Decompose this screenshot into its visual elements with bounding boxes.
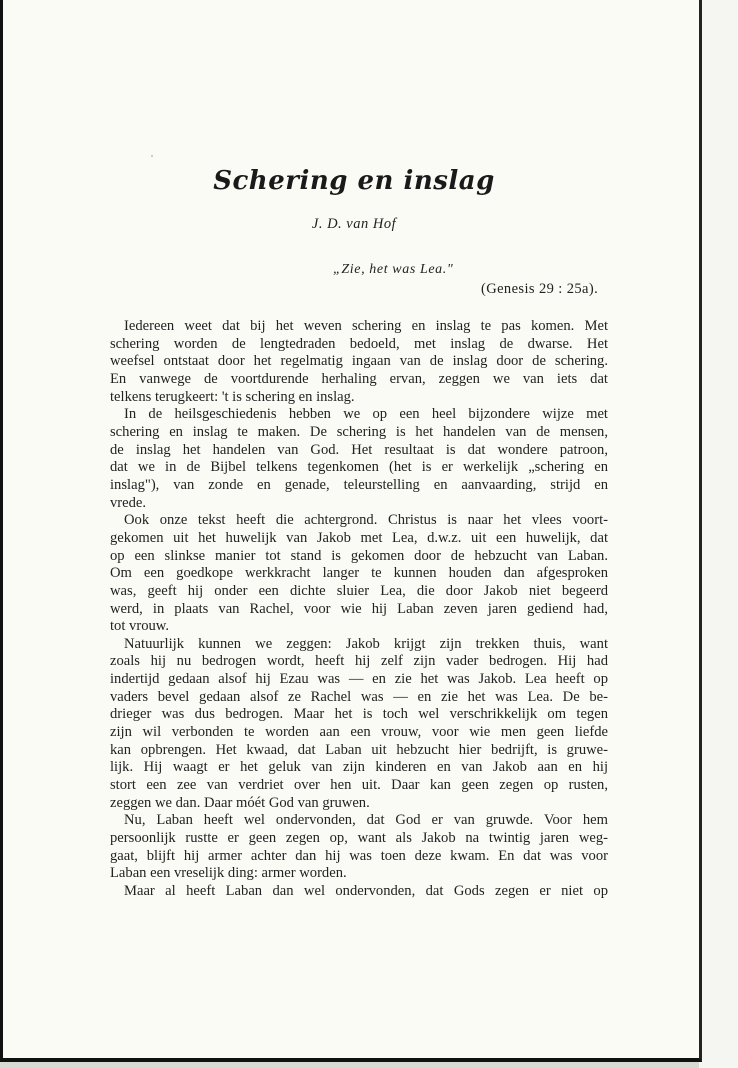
paragraph-line	[110, 336, 608, 354]
text-line: stort een zee van verdriet over hen uit. Daar kan geen zegen op rusten,	[110, 777, 608, 794]
text-line: gekomen uit het huwelijk van Jakob met Lea, d.w.z. uit een huwelijk, dat	[110, 529, 608, 546]
text-line: kan opbrengen. Het kwaad, dat Laban uit hebzucht hier bedrijft, is gruwe-	[110, 741, 608, 758]
page-edge	[699, 0, 738, 1068]
text-line: was, geeft hij onder een dichte sluier Lea, die door Jakob niet begeerd	[110, 582, 608, 599]
text-line: Nu, Laban heeft wel ondervonden, dat God er van gruwde. Voor hem	[124, 812, 608, 829]
text-line: vaders bevel gedaan alsof ze Rachel was — en zie het was Lea. De be-	[110, 688, 608, 705]
paragraph-line	[110, 636, 608, 654]
paragraph-line	[110, 477, 608, 495]
paragraph-line	[110, 706, 608, 724]
scripture-reference: (Genesis 29 : 25a).	[481, 281, 599, 297]
paragraph-line	[110, 389, 608, 407]
paragraph-line	[110, 689, 608, 707]
paragraph-line	[110, 530, 608, 548]
paragraph-line	[110, 671, 608, 689]
text-line: schering worden de lengtedraden bedoeld, met inslag de dwarse. Het	[110, 335, 608, 352]
paragraph-line	[110, 512, 608, 530]
paragraph-line	[110, 424, 608, 442]
paragraph-line	[110, 830, 608, 848]
paragraph-line	[110, 371, 608, 389]
paragraph-line	[110, 459, 608, 477]
paragraph-line	[110, 777, 608, 795]
paragraph-line	[110, 442, 608, 460]
paragraph-line	[110, 565, 608, 583]
paragraph-line	[110, 812, 608, 830]
text-line: drieger was dus bedrogen. Maar het is toch wel verschrikkelijk om tegen	[110, 706, 608, 723]
text-line: lijk. Hij waagt er het geluk van zijn kinderen en van Jakob aan en hij	[110, 759, 608, 776]
paragraph-line	[110, 795, 608, 813]
paragraph-line	[110, 883, 608, 901]
text-line: indertijd gedaan alsof hij Ezau was — en zie het was Jakob. Lea heeft op	[110, 671, 608, 688]
paragraph-line	[110, 724, 608, 742]
paragraph-line	[110, 601, 608, 619]
text-line: dat we in de Bijbel telkens tegenkomen (het is er werkelijk „schering en	[110, 459, 608, 476]
text-line: In de heilsgeschiedenis hebben we op een heel bijzondere wijze met	[124, 406, 608, 423]
text-line: Iedereen weet dat bij het weven schering en inslag te pas komen. Met	[124, 318, 608, 334]
paper-speck	[151, 155, 153, 157]
text-line: persoonlijk rustte er geen zegen op, want als Jakob na twintig jaren weg-	[110, 830, 608, 847]
paragraph-line	[110, 653, 608, 671]
paragraph-line	[110, 406, 608, 424]
text-line: Natuurlijk kunnen we zeggen: Jakob krijgt zijn trekken thuis, want	[124, 635, 608, 652]
text-line: Ook onze tekst heeft die achtergrond. Christus is naar het vlees voort-	[124, 512, 608, 529]
text-line: tot vrouw.	[110, 618, 170, 635]
paragraph-line	[110, 353, 608, 371]
paragraph-line	[110, 865, 608, 883]
text-line: En vanwege de voortdurende herhaling ervan, zeggen we van iets dat	[110, 370, 608, 387]
article-title: Schering en inslag	[213, 166, 495, 196]
text-line: telkens terugkeert: 't is schering en inslag.	[110, 388, 355, 405]
text-line: Maar al heeft Laban dan wel ondervonden, dat Gods zegen er niet op	[124, 883, 608, 899]
epigraph-quote: „Zie, het was Lea."	[333, 262, 454, 277]
text-line: Om een goedkope werkkracht langer te kunnen houden dan afgesproken	[110, 565, 608, 582]
text-line: werd, in plaats van Rachel, voor wie hij Laban zeven jaren gediend had,	[110, 600, 608, 617]
text-line: zeggen we dan. Daar móét God van gruwen.	[110, 794, 370, 811]
paragraph	[110, 318, 608, 336]
paragraph-line	[110, 583, 608, 601]
text-line: weefsel ontstaat door het regelmatig ingaan van de inslag door de schering.	[110, 353, 608, 370]
text-line: zijn wil verbonden te worden aan een vrouw, voor wie men geen liefde	[110, 724, 608, 741]
paragraph-line	[110, 848, 608, 866]
paragraph-line	[110, 495, 608, 513]
paragraph-line	[110, 742, 608, 760]
paragraph-line	[110, 618, 608, 636]
paragraph-line	[110, 759, 608, 777]
text-line: de inslag het handelen van God. Het resultaat is dat wondere patroon,	[110, 441, 608, 458]
paragraph-line	[110, 548, 608, 566]
text-line: inslag"), van zonde en genade, teleurstelling en aanvaarding, strijd en	[110, 476, 608, 493]
text-line: Laban een vreselijk ding: armer worden.	[110, 865, 347, 882]
article-body	[110, 318, 608, 901]
text-line: gaat, blijft hij armer achter dan hij was toen deze kwam. En dat was voor	[110, 847, 608, 864]
text-line: zoals hij nu bedrogen wordt, heeft hij zelf zijn vader bedrogen. Hij had	[110, 653, 608, 670]
text-line: op een slinkse manier tot stand is gekomen door de hebzucht van Laban.	[110, 547, 608, 564]
text-line: vrede.	[110, 494, 147, 511]
article-author: J. D. van Hof	[311, 216, 397, 232]
text-line: schering en inslag te maken. De schering is het handelen van de mensen,	[110, 423, 608, 440]
